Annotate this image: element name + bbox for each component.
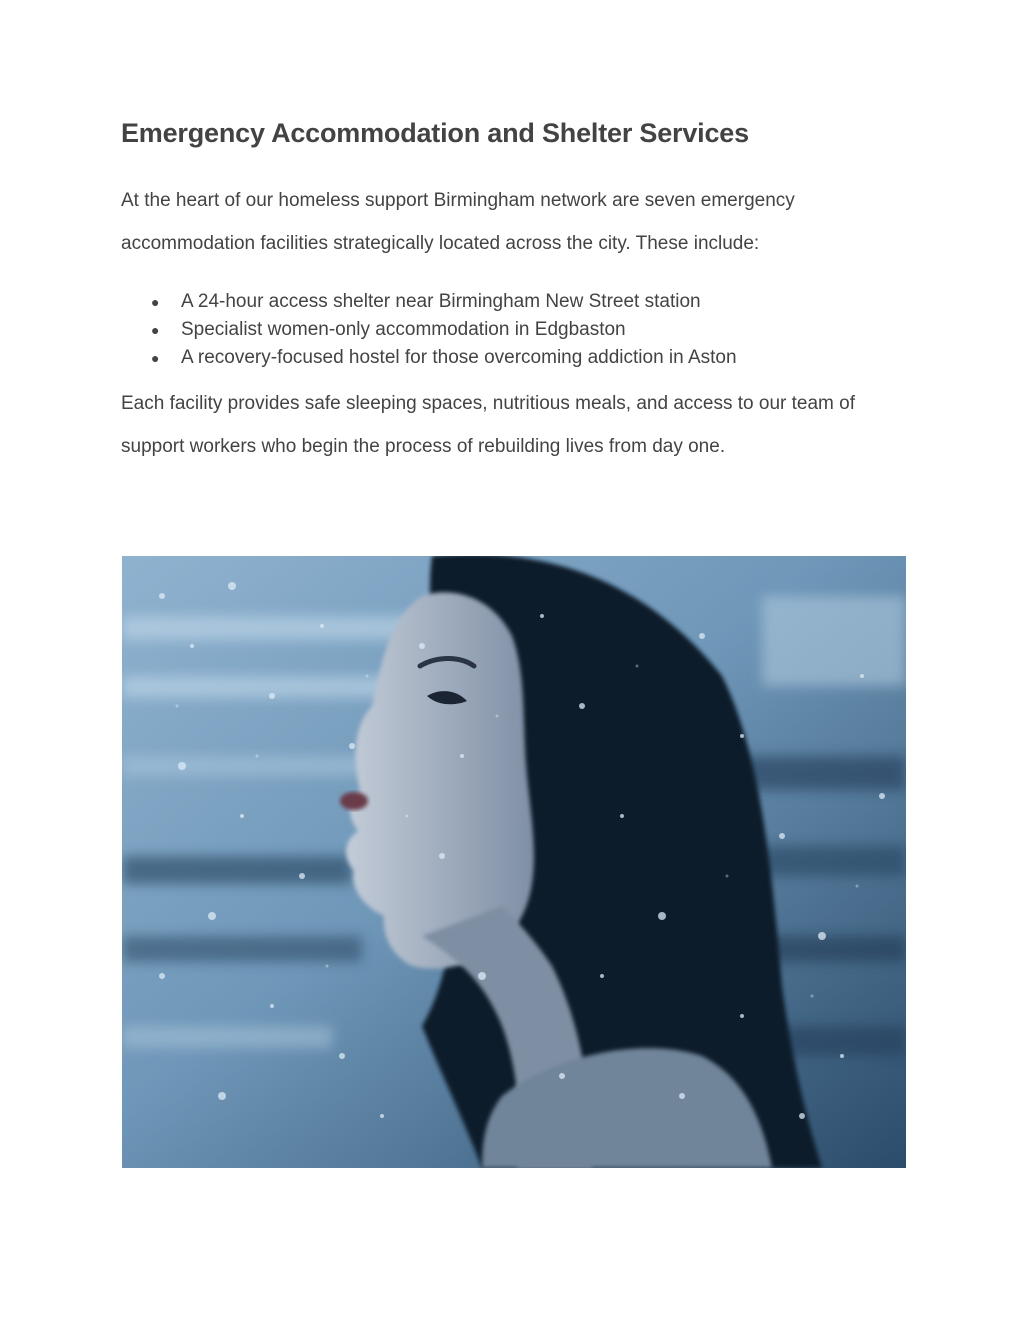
list-item bbox=[121, 316, 737, 344]
list-item-text: Specialist women-only accommodation in Edgbaston bbox=[181, 319, 626, 340]
list-item-text: A recovery-focused hostel for those overcoming addiction in Aston bbox=[181, 347, 737, 368]
facility-list bbox=[121, 288, 737, 372]
bullet-icon: ● bbox=[151, 322, 160, 338]
list-item-text: A 24-hour access shelter near Birmingham New Street station bbox=[181, 291, 701, 312]
bullet-icon: ● bbox=[151, 294, 160, 310]
bullet-icon: ● bbox=[151, 350, 160, 366]
list-item bbox=[121, 344, 737, 372]
photo-illustration bbox=[122, 556, 906, 1168]
woman-behind-rainy-window-photo bbox=[122, 556, 906, 1168]
closing-paragraph: Each facility provides safe sleeping spaces, nutritious meals, and access to our team of support workers who begin the process of rebuilding lives from day one. bbox=[121, 393, 855, 457]
list-item bbox=[121, 288, 737, 316]
intro-paragraph: At the heart of our homeless support Birmingham network are seven emergency accommodation facilities strategically located across the city. These include: bbox=[121, 190, 795, 254]
page-title: Emergency Accommodation and Shelter Services bbox=[121, 118, 749, 148]
